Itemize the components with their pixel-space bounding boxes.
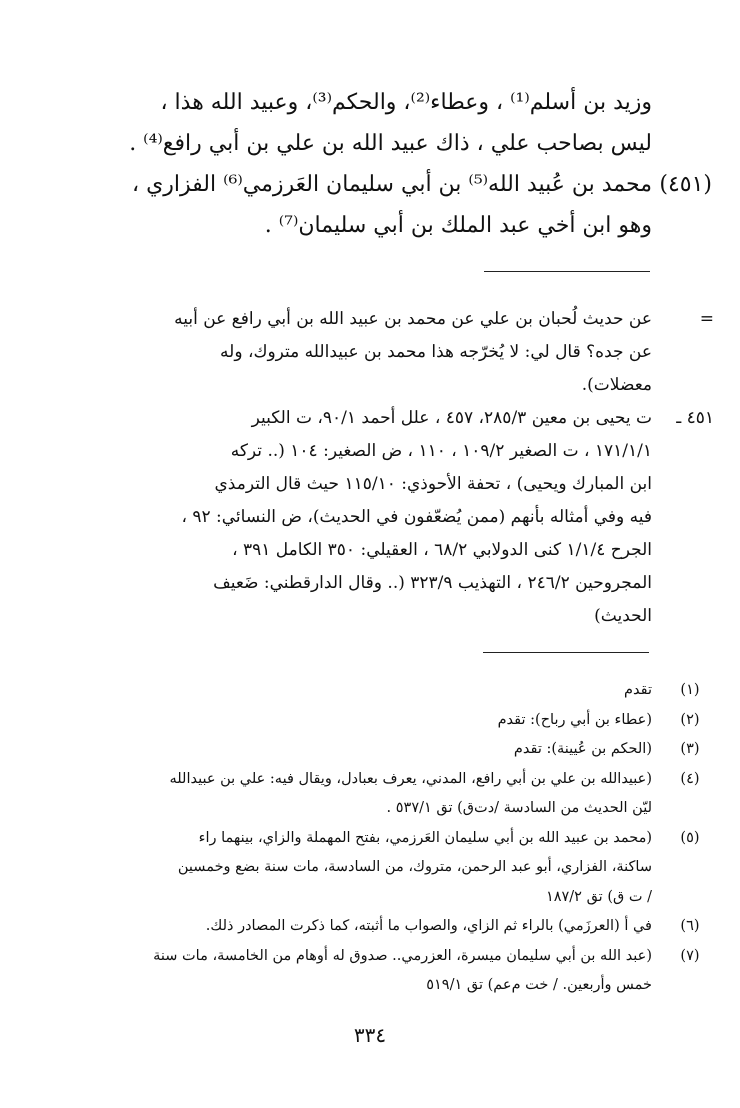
footnotes: [92, 676, 700, 1001]
footnote-text: ليّن الحديث من السادسة /دت‌ق) تق ٥٣٧/١ .: [386, 800, 652, 816]
footnote-1: [92, 676, 700, 706]
page-number: ٣٣٤: [353, 1023, 387, 1047]
main-line: وزيد بن أسلم⁽¹⁾ ، وعطاء⁽²⁾، والحكم⁽³⁾، وعبيد الله هذا ،: [160, 90, 652, 115]
footnote-text: (عبيدالله بن علي بن أبي رافع، المدني، يعرف بعبادل، ويقال فيه: علي بن عبيدالله: [169, 770, 652, 787]
commentary-line: ١٧١/١/١ ، ت الصغير ١٠٩/٢ ، ١١٠ ، ض الصغير: ١٠٤ (.. تركه: [230, 441, 652, 461]
footnote-text: (الحكم بن عُيينة): تقدم: [513, 741, 652, 757]
footnote-text: تقدم: [624, 682, 652, 698]
footnote-5: [92, 824, 700, 854]
footnote-4: [92, 765, 700, 795]
commentary-line: فيه وفي أمثاله بأنهم (ممن يُضعّفون في الحديث)، ض النسائي: ٩٢ ،: [181, 507, 652, 527]
continuation-marker: =: [699, 309, 714, 329]
main-line: ليس بصاحب علي ، ذاك عبيد الله بن علي بن أبي رافع⁽⁴⁾ .: [129, 131, 652, 156]
commentary-text: ت يحيى بن معين ٢٨٥/٣، ٤٥٧ ، علل أحمد ٩٠/١، ت الكبير: [251, 408, 652, 428]
entry-marker: ٤٥١ ـ: [676, 408, 714, 428]
footnote-marker: (١): [680, 682, 700, 698]
footnote-text: (محمد بن عبيد الله بن أبي سليمان العَرزمي، بفتح المهملة والزاي، بينهما راء: [198, 829, 652, 846]
commentary: [104, 303, 714, 633]
commentary-line: [104, 402, 714, 435]
footnote-marker: (٦): [680, 918, 700, 934]
commentary-text: عن حديث لُحبان بن علي عن محمد بن عبيد الله بن أبي رافع عن أبيه: [174, 309, 652, 329]
footnote-text: / ت ق) تق ١٨٧/٢: [545, 888, 652, 905]
divider: [484, 271, 650, 272]
footnote-text: خمس وأربعين. / خت م‌عم) تق ٥١٩/١: [426, 977, 652, 993]
footnote-text: ساكنة، الفزاري، أبو عبد الرحمن، متروك، من السادسة، مات سنة بضع وخمسين: [177, 859, 652, 875]
footnote-6: [92, 912, 700, 942]
commentary-line: عن جده؟ قال لي: لا يُخرّجه هذا محمد بن عبيدالله متروك، وله: [220, 342, 652, 362]
footnote-marker: (٤): [680, 770, 700, 787]
footnote-text: (عبد الله بن أبي سليمان ميسرة، العزرمي.. صدوق له أوهام من الخامسة، مات سنة: [153, 947, 652, 964]
divider: [483, 652, 649, 653]
main-line: وهو ابن أخي عبد الملك بن أبي سليمان⁽⁷⁾ .: [264, 213, 652, 238]
footnote-text: (عطاء بن أبي رباح): تقدم: [497, 711, 652, 728]
main-text: [72, 82, 712, 246]
commentary-line: الجرح ١/١/٤ كنى الدولابي ٦٨/٢ ، العقيلي: ٣٥٠ الكامل ٣٩١ ،: [232, 540, 652, 560]
footnote-marker: (٢): [680, 711, 700, 728]
commentary-line: معضلات).: [581, 375, 652, 395]
commentary-line: المجروحين ٢٤٦/٢ ، التهذيب ٣٢٣/٩ (.. وقال الدارقطني: ضَعيف: [213, 573, 652, 593]
footnote-text: في أ (العرزَمي) بالراء ثم الزاي، والصواب ما أثبته، كما ذكرت المصادر ذلك.: [205, 918, 652, 934]
footnote-7: [92, 942, 700, 972]
commentary-line: [104, 303, 714, 336]
entry-451: [72, 164, 712, 205]
footnote-marker: (٣): [680, 741, 700, 757]
entry-number: (٤٥١): [659, 172, 712, 197]
footnote-3: [92, 735, 700, 765]
footnote-marker: (٧): [680, 947, 700, 964]
commentary-line: الحديث): [594, 606, 652, 626]
commentary-line: ابن المبارك ويحيى) ، تحفة الأحوذي: ١١٥/١٠ حيث قال الترمذي: [214, 474, 652, 494]
footnote-marker: (٥): [680, 829, 700, 846]
footnote-2: [92, 706, 700, 736]
entry-text: محمد بن عُبيد الله⁽⁵⁾ بن أبي سليمان العَرزمي⁽⁶⁾ الفزاري ،: [131, 172, 652, 197]
